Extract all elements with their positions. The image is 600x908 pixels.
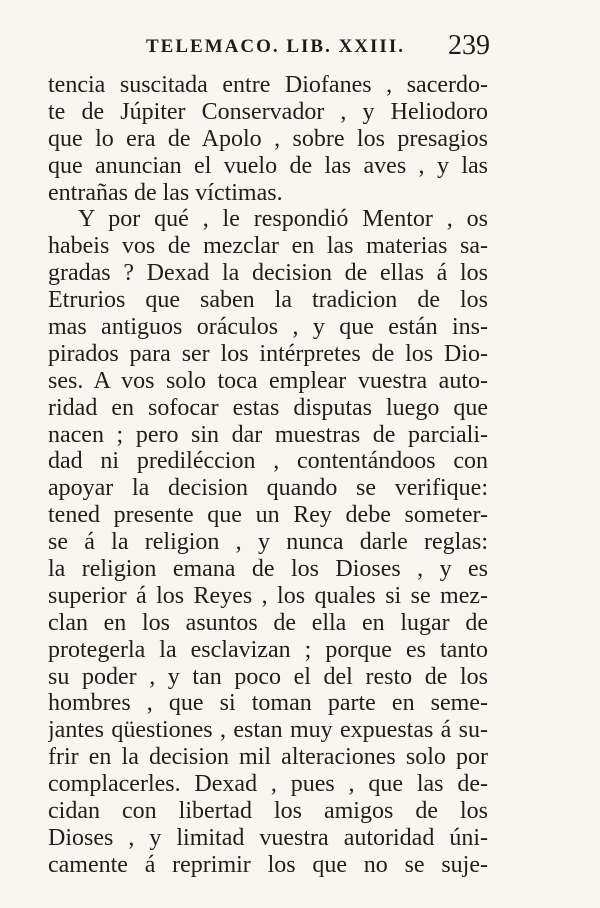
text-line: se á la religion , y nunca darle reglas:: [48, 529, 488, 556]
text-line: tened presente que un Rey debe someter-: [48, 502, 488, 529]
text-line: clan en los asuntos de ella en lugar de: [48, 609, 488, 636]
text-line: nacen ; pero sin dar muestras de parciali-: [48, 421, 488, 448]
text-line: pirados para ser los intérpretes de los Dio-: [48, 340, 488, 367]
text-line: Y por qué , le respondió Mentor , os: [78, 206, 488, 233]
text-line: entrañas de las víctimas.: [48, 179, 283, 206]
text-line: frir en la decision mil alteraciones solo por: [48, 744, 488, 771]
body-text: [48, 72, 488, 879]
text-line: camente á reprimir los que no se suje-: [48, 851, 488, 878]
running-title: TELEMACO. LIB. XXIII.: [146, 36, 405, 57]
text-line: apoyar la decision quando se verifique:: [48, 475, 488, 502]
text-line: ridad en sofocar estas disputas luego que: [48, 394, 488, 421]
text-line: hombres , que si toman parte en seme-: [48, 690, 488, 717]
text-line: tencia suscitada entre Diofanes , sacerdo-: [48, 72, 488, 98]
text-line: te de Júpiter Conservador , y Heliodoro: [48, 98, 488, 125]
text-line: que lo era de Apolo , sobre los presagios: [48, 125, 488, 152]
text-line: dad ni prediléccion , contentándoos con: [48, 448, 488, 475]
text-line: Etrurios que saben la tradicion de los: [48, 287, 488, 314]
text-line: jantes qüestiones , estan muy expuestas á su-: [48, 717, 488, 744]
text-line: su poder , y tan poco el del resto de los: [48, 663, 488, 690]
text-line: superior á los Reyes , los quales si se mez-: [48, 582, 488, 609]
text-line: Dioses , y limitad vuestra autoridad úni-: [48, 824, 488, 851]
text-line: cidan con libertad los amigos de los: [48, 798, 488, 825]
text-line: ses. A vos solo toca emplear vuestra auto-: [48, 367, 488, 394]
text-line: complacerles. Dexad , pues , que las de-: [48, 771, 488, 798]
text-line: gradas ? Dexad la decision de ellas á los: [48, 260, 488, 287]
text-line: habeis vos de mezclar en las materias sa-: [48, 233, 488, 260]
text-line: protegerla la esclavizan ; porque es tanto: [48, 636, 488, 663]
running-head: [48, 30, 488, 70]
text-line: mas antiguos oráculos , y que están ins-: [48, 314, 488, 341]
text-line: la religion emana de los Dioses , y es: [48, 556, 488, 583]
text-line: que anuncian el vuelo de las aves , y las: [48, 152, 488, 179]
page-number: 239: [448, 30, 490, 61]
